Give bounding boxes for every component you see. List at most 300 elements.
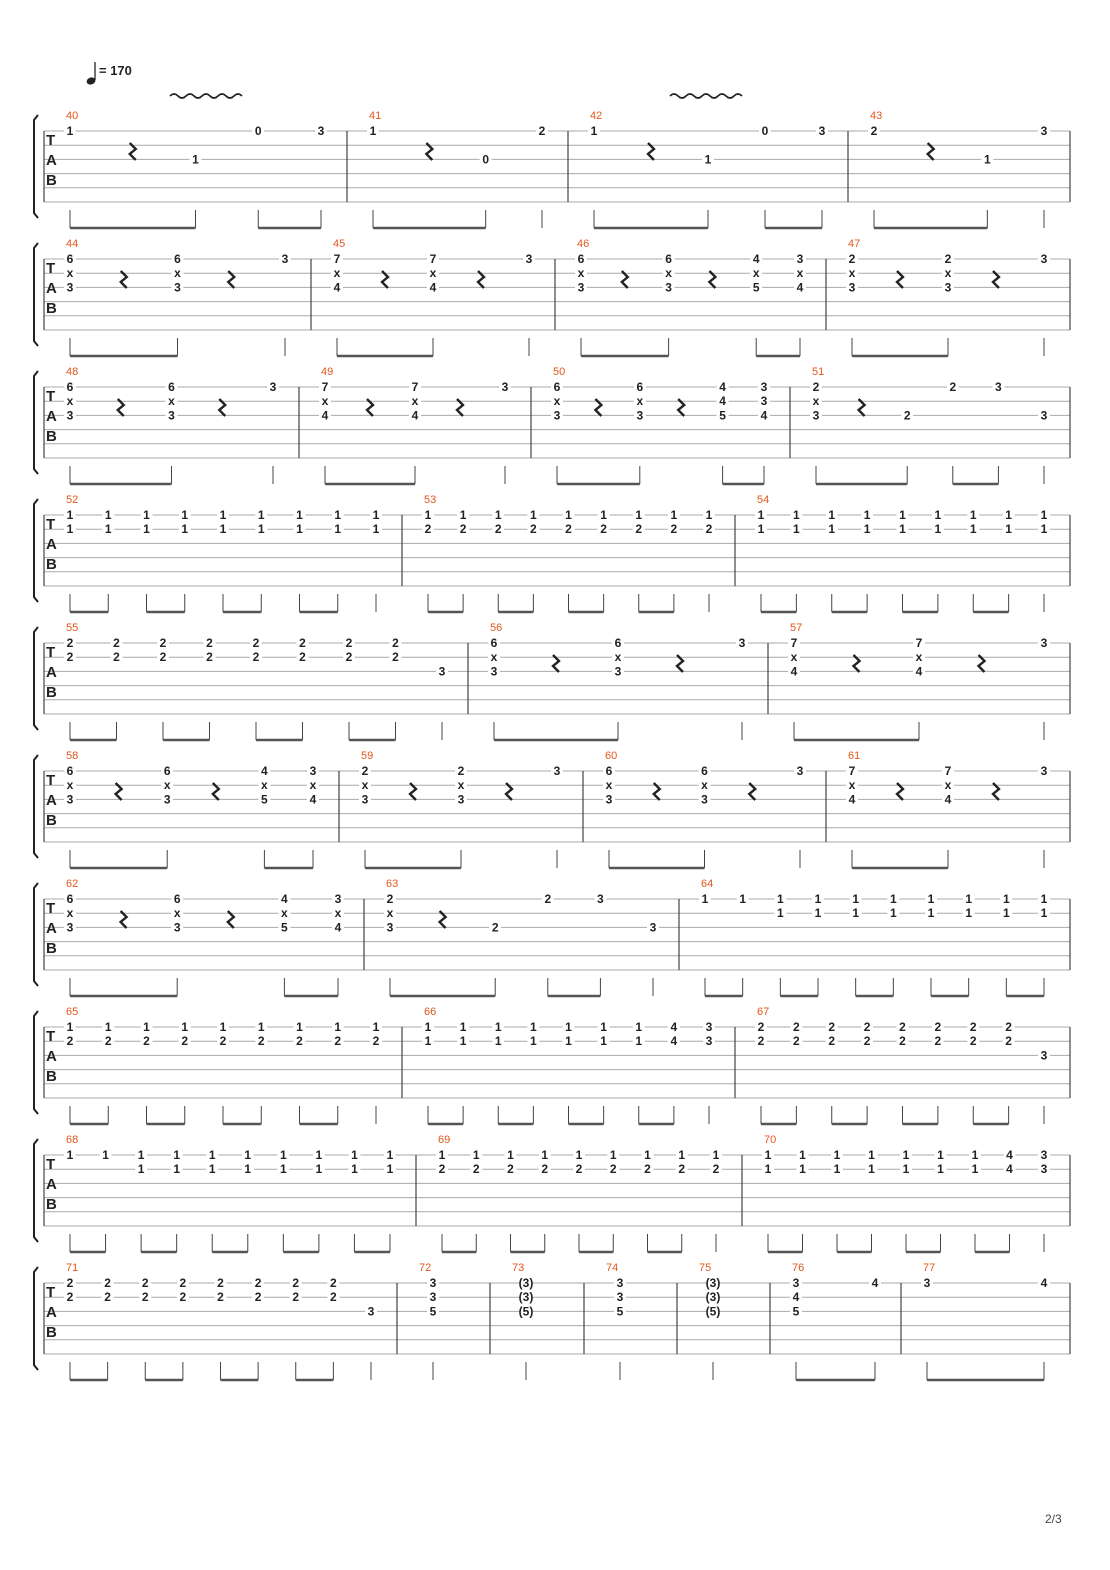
fret-number: 4 (309, 792, 317, 807)
fret-number: x (429, 266, 437, 281)
fret-number: 2 (179, 1290, 187, 1305)
fret-number: 2 (296, 1034, 303, 1049)
fret-number: 1 (868, 1148, 875, 1162)
fret-number: 2 (345, 636, 353, 650)
tab-clef-letter: T (46, 260, 56, 277)
fret-number: x (701, 778, 708, 793)
measure (846, 238, 1050, 356)
system-bracket (34, 1139, 38, 1242)
vibrato-mark (170, 94, 242, 98)
fret-number: 3 (796, 252, 804, 266)
fret-number: x (321, 394, 329, 409)
measure (790, 1262, 881, 1380)
fret-number: x (457, 778, 465, 793)
measure-number: 72 (419, 1262, 432, 1274)
fret-number: 2 (104, 1034, 112, 1049)
measure (64, 750, 319, 868)
fret-number: 2 (507, 1162, 514, 1177)
measure (846, 750, 1050, 868)
fret-number: 4 (321, 408, 329, 423)
fret-number: 2 (949, 380, 957, 394)
fret-number: 2 (757, 1034, 765, 1049)
fret-number: 1 (507, 1148, 514, 1162)
fret-number: x (66, 778, 74, 793)
fret-number: 2 (372, 1034, 380, 1049)
fret-number: 2 (1005, 1020, 1012, 1034)
fret-number: 1 (971, 1162, 979, 1177)
fret-number: 5 (752, 280, 760, 295)
fret-number: 3 (317, 124, 325, 138)
measure-number: 70 (764, 1134, 777, 1146)
fret-number: (5) (705, 1304, 721, 1319)
fret-number: 1 (494, 1034, 502, 1049)
measure (810, 366, 1050, 484)
fret-number: 1 (1002, 906, 1010, 921)
measure (921, 1262, 1050, 1380)
fret-number: 3 (818, 124, 826, 138)
fret-number: 1 (315, 1148, 323, 1162)
fret-number: 2 (530, 522, 537, 537)
measure-number: 48 (66, 366, 79, 378)
fret-number: 4 (261, 764, 268, 778)
fret-number: 3 (1040, 408, 1048, 423)
tab-clef-letter: A (46, 920, 57, 937)
fret-number: 6 (636, 380, 644, 394)
fret-number: 1 (971, 1148, 979, 1162)
fret-number: x (577, 266, 585, 281)
fret-number: 7 (848, 764, 856, 778)
measure (755, 494, 1050, 612)
measure (64, 494, 382, 612)
fret-number: 3 (614, 664, 622, 679)
fret-number: 2 (705, 522, 713, 537)
fret-number: 1 (776, 892, 784, 906)
fret-number: 3 (636, 408, 644, 423)
fret-number: 1 (424, 508, 432, 522)
fret-number: x (944, 266, 952, 281)
fret-number: 3 (665, 280, 672, 295)
fret-number: 3 (605, 792, 613, 807)
fret-number: 2 (424, 522, 432, 537)
measure-number: 44 (66, 238, 79, 250)
fret-number: 2 (812, 380, 820, 394)
fret-number: 1 (494, 1020, 502, 1034)
fret-number: 1 (757, 508, 765, 522)
fret-number: (5) (518, 1304, 534, 1319)
fret-number: 3 (367, 1304, 375, 1319)
fret-number: 3 (66, 280, 74, 295)
fret-number: 3 (501, 380, 509, 394)
fret-number: 1 (969, 522, 977, 537)
fret-number: 2 (541, 1162, 549, 1177)
fret-number: 1 (219, 1020, 227, 1034)
fret-number: 7 (790, 636, 798, 650)
fret-number: 3 (1040, 1162, 1048, 1177)
fret-number: 2 (141, 1276, 149, 1290)
tab-clef-letter: B (46, 428, 57, 445)
fret-number: x (411, 394, 419, 409)
fret-number: 2 (899, 1034, 906, 1049)
fret-number: 3 (429, 1276, 437, 1290)
fret-number: 1 (315, 1162, 323, 1177)
fret-number: x (174, 266, 181, 281)
fret-number: 2 (104, 1276, 111, 1290)
fret-number: 1 (369, 124, 377, 138)
fret-number: 2 (848, 252, 856, 266)
tab-clef-letter: T (46, 772, 56, 789)
system-bracket (34, 755, 38, 858)
measure (588, 110, 828, 228)
fret-number: (3) (705, 1276, 721, 1290)
fret-number: 1 (739, 892, 747, 906)
measure (699, 878, 1050, 996)
measure-number: 42 (590, 110, 603, 122)
tab-clef-letter: A (46, 792, 57, 809)
fret-number: 2 (345, 650, 353, 665)
fret-number: x (812, 394, 820, 409)
tab-clef-letter: B (46, 812, 57, 829)
fret-number: 4 (429, 280, 437, 295)
fret-number: 2 (113, 650, 120, 665)
fret-number: 1 (104, 508, 112, 522)
fret-number: x (173, 906, 181, 921)
fret-number: 5 (792, 1304, 800, 1319)
fret-number: 0 (761, 124, 769, 138)
fret-number: 1 (181, 522, 189, 537)
fret-number: x (261, 778, 268, 793)
fret-number: 2 (334, 1034, 342, 1049)
tab-system (34, 366, 1070, 484)
fret-number: 3 (553, 764, 561, 778)
measure-number: 66 (424, 1006, 437, 1018)
fret-number: 4 (915, 664, 923, 679)
fret-number: 3 (760, 394, 768, 409)
fret-number: 7 (321, 380, 329, 394)
fret-number: 1 (934, 522, 942, 537)
fret-number: 1 (192, 152, 199, 167)
vibrato-mark (670, 94, 742, 98)
fret-number: 2 (392, 636, 399, 650)
fret-number: 1 (670, 508, 678, 522)
fret-number: 1 (565, 508, 572, 522)
fret-number: 1 (1005, 508, 1012, 522)
system-bracket (34, 371, 38, 474)
fret-number: 3 (553, 408, 561, 423)
measure-number: 75 (699, 1262, 712, 1274)
fret-number: 1 (143, 508, 150, 522)
tab-clef-letter: B (46, 556, 57, 573)
fret-number: 0 (482, 152, 490, 167)
fret-number: 5 (429, 1304, 437, 1319)
fret-number: 6 (577, 252, 585, 266)
fret-number: 1 (459, 1020, 467, 1034)
fret-number: 1 (814, 892, 822, 906)
system-bracket (34, 883, 38, 986)
fret-number: 2 (217, 1276, 224, 1290)
fret-number: 4 (871, 1276, 879, 1290)
fret-number: 1 (1040, 522, 1048, 537)
fret-number: 1 (635, 1034, 643, 1049)
fret-number: 1 (965, 892, 973, 906)
measure (699, 1262, 720, 1380)
tab-clef-letter: A (46, 536, 57, 553)
tab-system (34, 238, 1070, 356)
fret-number: x (665, 266, 672, 281)
fret-number: 3 (577, 280, 585, 295)
fret-number: 1 (143, 1020, 150, 1034)
fret-number: 1 (852, 892, 860, 906)
fret-number: 2 (635, 522, 643, 537)
fret-number: 3 (796, 764, 804, 778)
fret-number: 1 (565, 1034, 572, 1049)
fret-number: 4 (281, 892, 288, 906)
fret-number: x (309, 778, 317, 793)
measure-number: 43 (870, 110, 883, 122)
system-bracket (34, 1267, 38, 1370)
fret-number: 1 (104, 522, 112, 537)
fret-number: 2 (66, 1290, 74, 1305)
measure (64, 1134, 396, 1252)
system-bracket (34, 115, 38, 218)
fret-number: 1 (279, 1148, 287, 1162)
fret-number: 2 (217, 1290, 224, 1305)
fret-number: 1 (66, 1020, 74, 1034)
fret-number: 7 (333, 252, 341, 266)
tab-clef-letter: T (46, 132, 56, 149)
fret-number: 2 (575, 1162, 583, 1177)
measure (422, 494, 715, 612)
fret-number: 2 (870, 124, 878, 138)
fret-number: 1 (575, 1148, 583, 1162)
measure (868, 110, 1050, 228)
fret-number: 3 (168, 408, 175, 423)
fret-number: 4 (670, 1034, 678, 1049)
fret-number: 5 (719, 408, 726, 423)
fret-number: 1 (965, 906, 973, 921)
fret-number: x (848, 778, 856, 793)
fret-number: 3 (173, 920, 181, 935)
measure-number: 64 (701, 878, 714, 890)
fret-number: 2 (538, 124, 546, 138)
fret-number: x (915, 650, 923, 665)
fret-number: 3 (812, 408, 820, 423)
fret-number: 1 (219, 508, 227, 522)
fret-number: 2 (600, 522, 607, 537)
measure-number: 62 (66, 878, 79, 890)
measure (603, 750, 806, 868)
fret-number: 2 (438, 1162, 446, 1177)
fret-number: 1 (351, 1148, 358, 1162)
fret-number: 2 (712, 1162, 720, 1177)
fret-number: 6 (490, 636, 498, 650)
fret-number: 3 (1040, 1148, 1048, 1162)
fret-number: 1 (889, 906, 897, 921)
fret-number: 2 (66, 650, 74, 665)
measure (575, 238, 806, 356)
fret-number: x (848, 266, 856, 281)
fret-number: 1 (1040, 508, 1048, 522)
fret-number: 3 (66, 792, 74, 807)
fret-number: 6 (173, 892, 181, 906)
fret-number: 3 (738, 636, 746, 650)
fret-number: 2 (66, 1276, 74, 1290)
measure (512, 1262, 533, 1380)
fret-number: 1 (705, 508, 713, 522)
fret-number: 1 (828, 522, 836, 537)
measure (64, 1262, 377, 1380)
fret-number: 4 (790, 664, 798, 679)
fret-number: 4 (1040, 1276, 1048, 1290)
fret-number: 1 (793, 508, 800, 522)
measure-number: 41 (369, 110, 382, 122)
fret-number: x (796, 266, 804, 281)
fret-number: 1 (257, 508, 265, 522)
measure-number: 50 (553, 366, 566, 378)
measure-number: 65 (66, 1006, 79, 1018)
fret-number: 2 (934, 1034, 942, 1049)
fret-number: 3 (457, 792, 465, 807)
fret-number: 3 (66, 920, 74, 935)
fret-number: 2 (969, 1020, 977, 1034)
fret-number: 6 (66, 252, 74, 266)
page-number: 2/3 (1045, 1512, 1062, 1526)
fret-number: 7 (411, 380, 419, 394)
fret-number: 3 (705, 1020, 713, 1034)
fret-number: 6 (66, 892, 74, 906)
fret-number: 4 (1006, 1162, 1013, 1177)
fret-number: 2 (299, 636, 306, 650)
fret-number: 2 (143, 1034, 150, 1049)
fret-number: 3 (597, 892, 604, 906)
fret-number: 1 (590, 124, 598, 138)
fret-number: 6 (605, 764, 613, 778)
fret-number: x (636, 394, 644, 409)
fret-number: x (386, 906, 394, 921)
fret-number: 1 (372, 508, 380, 522)
fret-number: 2 (459, 522, 467, 537)
tab-clef-letter: T (46, 1028, 56, 1045)
measure-number: 77 (923, 1262, 936, 1274)
fret-number: 3 (705, 1034, 713, 1049)
fret-number: 2 (206, 650, 213, 665)
measure-number: 63 (386, 878, 399, 890)
fret-number: 3 (848, 280, 856, 295)
fret-number: 1 (173, 1162, 181, 1177)
tab-clef-letter: B (46, 684, 57, 701)
fret-number: 1 (828, 508, 836, 522)
fret-number: 1 (66, 508, 74, 522)
fret-number: 2 (113, 636, 120, 650)
fret-number: 4 (411, 408, 419, 423)
fret-number: 6 (66, 764, 74, 778)
fret-number: 1 (104, 1020, 112, 1034)
fret-number: 3 (1040, 1048, 1048, 1063)
fret-number: 7 (915, 636, 923, 650)
fret-number: 3 (616, 1276, 624, 1290)
fret-number: 1 (494, 508, 502, 522)
tab-clef-letter: A (46, 664, 57, 681)
fret-number: 4 (334, 920, 342, 935)
fret-number: 2 (219, 1034, 227, 1049)
fret-number: 6 (614, 636, 622, 650)
measure (488, 622, 748, 740)
fret-number: 4 (760, 408, 768, 423)
fret-number: 1 (712, 1148, 720, 1162)
measure (64, 878, 344, 996)
measure-number: 55 (66, 622, 79, 634)
tab-clef-letter: B (46, 172, 57, 189)
tab-clef-letter: A (46, 1304, 57, 1321)
fret-number: 2 (944, 252, 952, 266)
fret-number: x (163, 778, 171, 793)
fret-number: 1 (776, 906, 784, 921)
fret-number: 2 (472, 1162, 480, 1177)
tab-system (34, 878, 1070, 996)
system-bracket (34, 627, 38, 730)
fret-number: 2 (565, 522, 572, 537)
fret-number: 5 (261, 792, 268, 807)
fret-number: 1 (1002, 892, 1010, 906)
fret-number: 2 (934, 1020, 942, 1034)
fret-number: 2 (330, 1290, 337, 1305)
tab-system (34, 494, 1070, 612)
fret-number: (3) (705, 1290, 721, 1305)
fret-number: x (333, 266, 341, 281)
fret-number: 1 (600, 1034, 607, 1049)
fret-number: 3 (944, 280, 952, 295)
fret-number: 4 (752, 252, 760, 266)
measure-number: 76 (792, 1262, 805, 1274)
fret-number: 2 (292, 1276, 300, 1290)
measure-number: 61 (848, 750, 861, 762)
fret-number: 1 (173, 1148, 181, 1162)
fret-number: x (605, 778, 613, 793)
fret-number: 1 (644, 1148, 651, 1162)
fret-number: 1 (334, 522, 342, 537)
fret-number: 3 (792, 1276, 800, 1290)
measure (755, 1006, 1050, 1124)
fret-number: 3 (281, 252, 289, 266)
fret-number: 3 (174, 280, 181, 295)
fret-number: 4 (1006, 1148, 1013, 1162)
system-bracket (34, 243, 38, 346)
fret-number: 1 (983, 152, 991, 167)
tab-system (34, 622, 1070, 740)
measure-number: 46 (577, 238, 590, 250)
fret-number: 3 (649, 920, 657, 935)
measure-number: 53 (424, 494, 437, 506)
fret-number: 4 (792, 1290, 800, 1305)
measure-number: 58 (66, 750, 79, 762)
fret-number: 1 (208, 1148, 216, 1162)
fret-number: 1 (852, 906, 860, 921)
fret-number: 1 (279, 1162, 287, 1177)
fret-number: 4 (670, 1020, 678, 1034)
fret-number: 2 (969, 1034, 977, 1049)
fret-number: 2 (330, 1276, 337, 1290)
fret-number: 1 (386, 1148, 394, 1162)
fret-number: 1 (472, 1148, 480, 1162)
fret-number: 3 (1040, 636, 1048, 650)
fret-number: 6 (665, 252, 672, 266)
fret-number: 2 (299, 650, 306, 665)
fret-number: 1 (1040, 906, 1048, 921)
fret-number: 1 (863, 522, 871, 537)
fret-number: 1 (296, 1020, 303, 1034)
measure-number: 73 (512, 1262, 525, 1274)
tab-clef-letter: B (46, 300, 57, 317)
fret-number: 1 (372, 1020, 380, 1034)
